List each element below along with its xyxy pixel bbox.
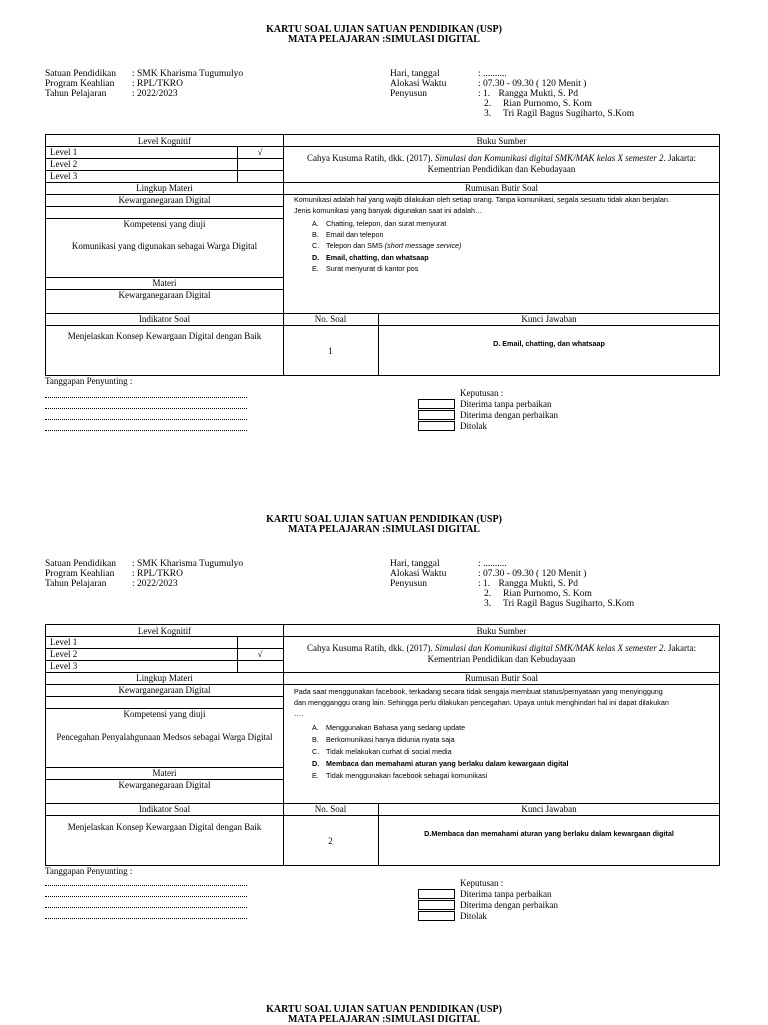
level-check-mark: √ xyxy=(257,649,263,659)
tanggapan-line-1 xyxy=(45,885,247,886)
penyusun-2: Rian Purnomo, S. Kom xyxy=(503,589,592,599)
kompetensi-value: Komunikasi yang digunakan sebagai Warga Digital xyxy=(71,241,258,251)
tanggapan-line-4 xyxy=(45,918,247,919)
penyusun-2: Rian Purnomo, S. Kom xyxy=(503,99,592,109)
penyusun-1: Rangga Mukti, S. Pd xyxy=(498,89,578,99)
tanggapan-line-2 xyxy=(45,408,247,409)
option-a: A. Menggunakan Bahasa yang sedang update xyxy=(312,723,466,732)
alokasi-label: Alokasi Waktu xyxy=(390,569,447,579)
option-e: E. Surat menyurat di kantor pos xyxy=(312,264,419,273)
meta-right xyxy=(390,69,634,119)
meta-left xyxy=(45,69,243,99)
penyusun-label: Penyusun xyxy=(390,579,427,589)
rumusan-header: Rumusan Butir Soal xyxy=(464,673,538,683)
penyusun-num-2: 2. xyxy=(484,589,492,599)
hari-label: Hari, tanggal xyxy=(390,559,440,569)
lingkup-materi-header: Lingkup Materi xyxy=(136,183,193,193)
kompetensi-header: Kompetensi yang diuji xyxy=(123,709,206,719)
penyusun-num-3: 3. xyxy=(484,599,492,609)
option-d: D. Membaca dan memahami aturan yang berlaku dalam kewargaan digital xyxy=(312,759,569,768)
question-text-line3: …. xyxy=(294,709,304,718)
decision-label-2: Diterima dengan perbaikan xyxy=(460,410,558,420)
program-value: : RPL/TKRO xyxy=(132,569,183,579)
meta-right xyxy=(390,559,634,609)
buku-sumber-line1: Cahya Kusuma Ratih, dkk. (2017). Simulasi dan Komunikasi digital SMK/MAK kelas X semester 2. Jakarta: xyxy=(307,643,696,653)
level-2: Level 2 xyxy=(50,649,78,659)
program-label: Program Keahlian xyxy=(45,569,115,579)
tanggapan-label: Tanggapan Penyunting : xyxy=(45,866,133,876)
decision-label-2: Diterima dengan perbaikan xyxy=(460,900,558,910)
hari-value: : .......... xyxy=(478,559,507,569)
tahun-value: : 2022/2023 xyxy=(132,579,178,589)
level-check-mark: √ xyxy=(257,147,263,157)
penyusun-num-2: 2. xyxy=(484,99,492,109)
no-soal-header: No. Soal xyxy=(314,314,347,324)
question-table xyxy=(45,624,720,866)
satuan-label: Satuan Pendidikan xyxy=(45,559,116,569)
option-a: A. Chatting, telepon, dan surat menyurat xyxy=(312,219,447,228)
card-title: KARTU SOAL UJIAN SATUAN PENDIDIKAN (USP) xyxy=(266,514,502,525)
tahun-label: Tahun Pelajaran xyxy=(45,579,107,589)
penyusun-colon: : 1. xyxy=(478,579,491,589)
keputusan-label: Keputusan : xyxy=(460,878,504,888)
alokasi-value: : 07.30 - 09.30 ( 120 Menit ) xyxy=(478,79,587,89)
decision-label-1: Diterima tanpa perbaikan xyxy=(460,399,552,409)
indikator-header: Indikator Soal xyxy=(138,804,191,814)
question-text-line2: dan mengganggu orang lain. Sehingga perlu dilakukan pencegahan. Upaya untuk menghindari hal ini dapat dilakukan xyxy=(294,698,669,707)
buku-sumber-line2: Kementrian Pendidikan dan Kebudayaan xyxy=(427,654,576,664)
level-1: Level 1 xyxy=(50,637,78,647)
decision-checkbox-3[interactable] xyxy=(418,911,455,921)
tanggapan-line-3 xyxy=(45,419,247,420)
option-d: D. Email, chatting, dan whatsaap xyxy=(312,253,429,262)
question-text-line2: Jenis komunikasi yang banyak digunakan saat ini adalah… xyxy=(294,206,483,215)
decision-checkbox-3[interactable] xyxy=(418,421,455,431)
materi-header: Materi xyxy=(152,278,177,288)
level-1: Level 1 xyxy=(50,147,78,157)
question-text-line1: Pada saat menggunakan facebook, terkadang secara tidak sengaja membuat status/pernyataan yang menyinggung xyxy=(294,687,663,696)
meta-left xyxy=(45,559,243,589)
level-kognitif-header: Level Kognitif xyxy=(137,626,192,636)
indikator-header: Indikator Soal xyxy=(138,314,191,324)
decision-checkbox-1[interactable] xyxy=(418,889,455,899)
lingkup-value: Kewarganegaraan Digital xyxy=(118,685,211,695)
buku-sumber-line1: Cahya Kusuma Ratih, dkk. (2017). Simulasi dan Komunikasi digital SMK/MAK kelas X semester 2. Jakarta: xyxy=(307,153,696,163)
penyusun-3: Tri Ragil Bagus Sugiharto, S.Kom xyxy=(503,599,635,609)
buku-sumber-header: Buku Sumber xyxy=(476,626,527,636)
tahun-value: : 2022/2023 xyxy=(132,89,178,99)
materi-value: Kewarganegaraan Digital xyxy=(118,780,211,790)
option-c: C. Telepon dan SMS (short message service) xyxy=(312,241,462,250)
card-subtitle: MATA PELAJARAN :SIMULASI DIGITAL xyxy=(288,524,480,535)
rumusan-header: Rumusan Butir Soal xyxy=(464,183,538,193)
buku-sumber-header: Buku Sumber xyxy=(476,136,527,146)
materi-header: Materi xyxy=(152,768,177,778)
tanggapan-line-4 xyxy=(45,430,247,431)
decision-checkbox-2[interactable] xyxy=(418,410,455,420)
question-table xyxy=(45,134,720,376)
penyusun-1: Rangga Mukti, S. Pd xyxy=(498,579,578,589)
level-kognitif-header: Level Kognitif xyxy=(137,136,192,146)
level-3: Level 3 xyxy=(50,171,78,181)
buku-sumber-line2: Kementrian Pendidikan dan Kebudayaan xyxy=(427,164,576,174)
option-e: E. Tidak menggunakan facebook sebagai komunikasi xyxy=(312,771,488,780)
materi-value: Kewarganegaraan Digital xyxy=(118,290,211,300)
lingkup-value: Kewarganegaraan Digital xyxy=(118,195,211,205)
tahun-label: Tahun Pelajaran xyxy=(45,89,107,99)
program-value: : RPL/TKRO xyxy=(132,79,183,89)
indikator-value: Menjelaskan Konsep Kewargaan Digital dengan Baik xyxy=(67,822,262,832)
kompetensi-value: Pencegahan Penyalahgunaan Medsos sebagai Warga Digital xyxy=(56,732,273,742)
penyusun-num-3: 3. xyxy=(484,109,492,119)
no-soal-header: No. Soal xyxy=(314,804,347,814)
level-3: Level 3 xyxy=(50,661,78,671)
card-title: KARTU SOAL UJIAN SATUAN PENDIDIKAN (USP) xyxy=(266,1004,502,1015)
option-b: B. Email dan telepon xyxy=(312,230,384,239)
decision-label-1: Diterima tanpa perbaikan xyxy=(460,889,552,899)
decision-label-3: Ditolak xyxy=(460,911,487,921)
hari-label: Hari, tanggal xyxy=(390,69,440,79)
no-soal-value: 2 xyxy=(328,836,333,846)
answer-key: D. Email, chatting, dan whatsaap xyxy=(493,339,605,348)
lingkup-materi-header: Lingkup Materi xyxy=(136,673,193,683)
alokasi-label: Alokasi Waktu xyxy=(390,79,447,89)
hari-value: : .......... xyxy=(478,69,507,79)
card-subtitle: MATA PELAJARAN :SIMULASI DIGITAL xyxy=(288,1014,480,1025)
level-2: Level 2 xyxy=(50,159,78,169)
decision-checkbox-2[interactable] xyxy=(418,900,455,910)
tanggapan-line-2 xyxy=(45,896,247,897)
tanggapan-line-1 xyxy=(45,397,247,398)
card-title: KARTU SOAL UJIAN SATUAN PENDIDIKAN (USP) xyxy=(266,24,502,35)
penyusun-colon: : 1. xyxy=(478,89,491,99)
indikator-value: Menjelaskan Konsep Kewargaan Digital dengan Baik xyxy=(67,331,262,341)
answer-key: D.Membaca dan memahami aturan yang berlaku dalam kewargaan digital xyxy=(424,829,674,838)
decision-label-3: Ditolak xyxy=(460,421,487,431)
kompetensi-header: Kompetensi yang diuji xyxy=(123,219,206,229)
no-soal-value: 1 xyxy=(328,346,333,356)
card-subtitle: MATA PELAJARAN :SIMULASI DIGITAL xyxy=(288,34,480,45)
kunci-header: Kunci Jawaban xyxy=(521,314,577,324)
tanggapan-line-3 xyxy=(45,907,247,908)
question-text-line1: Komunikasi adalah hal yang wajib dilakukan oleh setiap orang. Tanpa komunikasi, segala sesuatu tidak akan berjalan. xyxy=(294,195,670,204)
penyusun-label: Penyusun xyxy=(390,89,427,99)
satuan-value: : SMK Kharisma Tugumulyo xyxy=(132,559,244,569)
keputusan-label: Keputusan : xyxy=(460,388,504,398)
penyusun-3: Tri Ragil Bagus Sugiharto, S.Kom xyxy=(503,109,635,119)
kunci-header: Kunci Jawaban xyxy=(521,804,577,814)
decision-checkbox-1[interactable] xyxy=(418,399,455,409)
program-label: Program Keahlian xyxy=(45,79,115,89)
satuan-label: Satuan Pendidikan xyxy=(45,69,116,79)
option-c: C. Tidak melakukan curhat di social media xyxy=(312,747,452,756)
satuan-value: : SMK Kharisma Tugumulyo xyxy=(132,69,244,79)
alokasi-value: : 07.30 - 09.30 ( 120 Menit ) xyxy=(478,569,587,579)
tanggapan-label: Tanggapan Penyunting : xyxy=(45,376,133,386)
option-b: B. Berkomunikasi hanya didunia nyata saja xyxy=(312,735,455,744)
